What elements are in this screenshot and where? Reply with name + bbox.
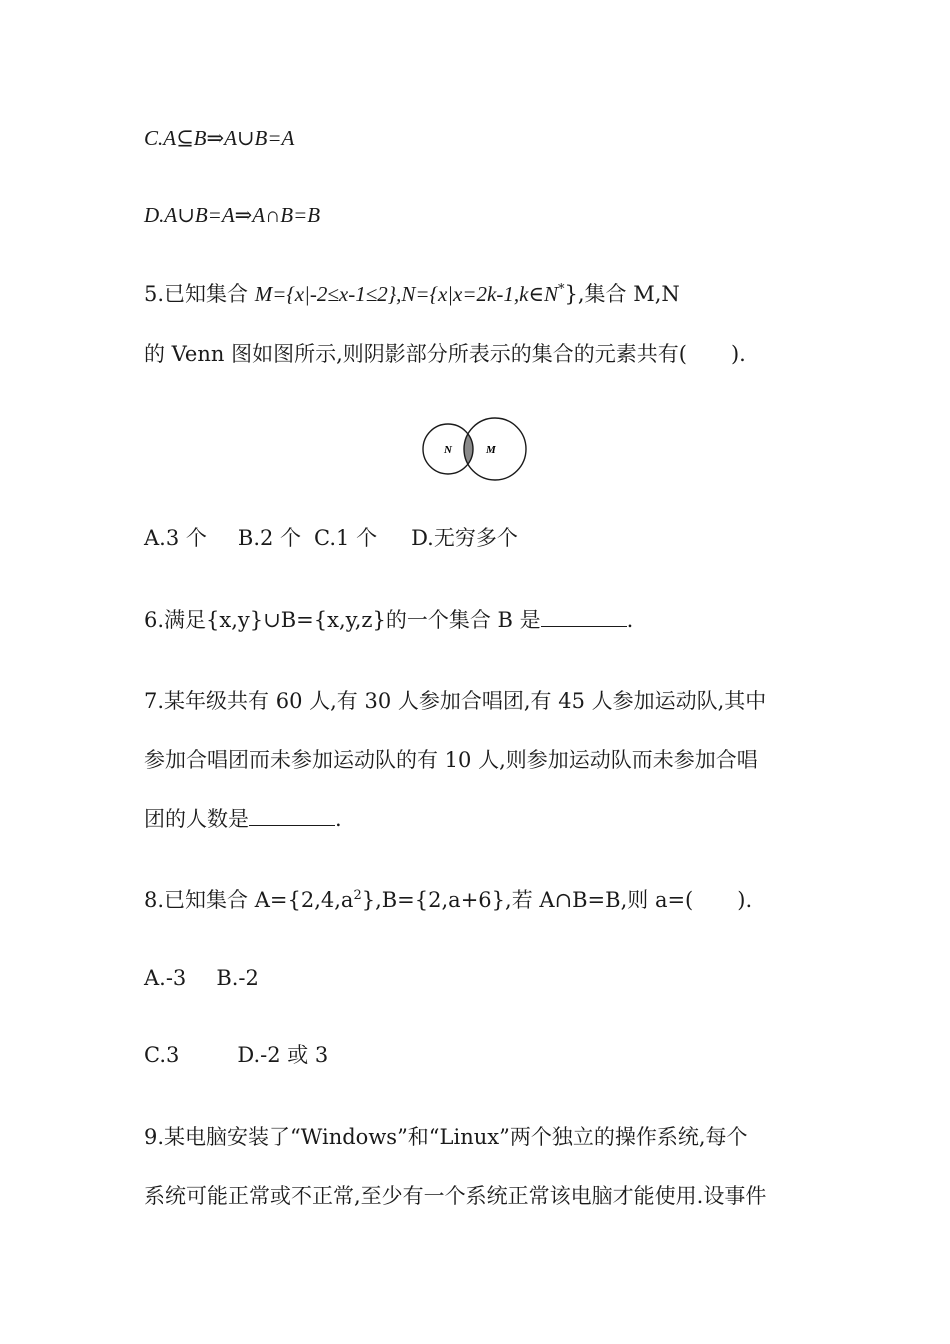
q9-line2-text: 系统可能正常或不正常,至少有一个系统正常该电脑才能使用.设事件 (144, 1184, 767, 1208)
q5-option-a: A.3 个 (144, 526, 207, 550)
q4-option-c (144, 123, 294, 153)
q8-middle: },B={2,a+6},若 A∩B=B,则 a=( (361, 888, 694, 912)
q6-suffix: . (626, 608, 634, 632)
q8-prefix: 8.已知集合 A={2,4,a (144, 888, 354, 912)
q7-answer-blank (249, 805, 335, 826)
q7-line2-text: 参加合唱团而未参加运动队的有 10 人,则参加运动队而未参加合唱 (144, 748, 758, 772)
q9-line1-text: 9.某电脑安装了“Windows”和“Linux”两个独立的操作系统,每个 (144, 1125, 748, 1149)
q7-line3-prefix: 团的人数是 (144, 807, 249, 831)
q8-options-row-1 (144, 963, 259, 993)
q6-line (144, 605, 633, 635)
q4-option-c-text: C.A⊆B⇒A∪B=A (144, 126, 295, 150)
q8-sup: 2 (353, 888, 362, 903)
q7-line1-text: 7.某年级共有 60 人,有 30 人参加合唱团,有 45 人参加运动队,其中 (144, 689, 767, 713)
q5-line2-suffix: ). (730, 342, 746, 366)
q5-line-1 (144, 279, 680, 309)
q8-options-row-2 (144, 1040, 328, 1070)
q4-option-d-text: D.A∪B=A⇒A∩B=B (144, 203, 321, 227)
q8-suffix: ). (737, 888, 753, 912)
q9-line-2 (144, 1181, 766, 1211)
q8-line (144, 885, 752, 915)
q5-options (144, 523, 518, 553)
q7-line-1 (144, 686, 766, 716)
q5-option-c: C.1 个 (314, 526, 378, 550)
q5-line1-suffix: },集合 M,N (564, 282, 680, 306)
q7-line-3 (144, 804, 342, 834)
q6-prefix: 6.满足{x,y}∪B={x,y,z}的一个集合 B 是 (144, 608, 541, 632)
q9-line-1 (144, 1122, 748, 1152)
q4-option-d (144, 200, 320, 230)
q7-line-2 (144, 745, 758, 775)
venn-label-m: M (486, 444, 496, 456)
q5-option-b: B.2 个 (237, 526, 302, 550)
q8-option-a: A.-3 (144, 966, 187, 990)
q5-line1-sup: * (557, 282, 565, 297)
q5-option-d: D.无穷多个 (411, 526, 518, 550)
venn-label-n: N (444, 444, 452, 456)
q8-option-b: B.-2 (216, 966, 259, 990)
q5-line1-prefix: 5.已知集合 (144, 282, 255, 306)
q7-line3-suffix: . (335, 807, 342, 831)
venn-diagram (418, 416, 534, 486)
q6-answer-blank (541, 606, 627, 627)
q5-line2-prefix: 的 Venn 图如图所示,则阴影部分所表示的集合的元素共有( (144, 342, 687, 366)
q5-line-2 (144, 339, 746, 369)
q8-option-d: D.-2 或 3 (237, 1043, 329, 1067)
q5-line1-math: M={x|-2≤x-1≤2},N={x|x=2k-1,k∈N (254, 282, 558, 306)
q8-option-c: C.3 (144, 1043, 180, 1067)
